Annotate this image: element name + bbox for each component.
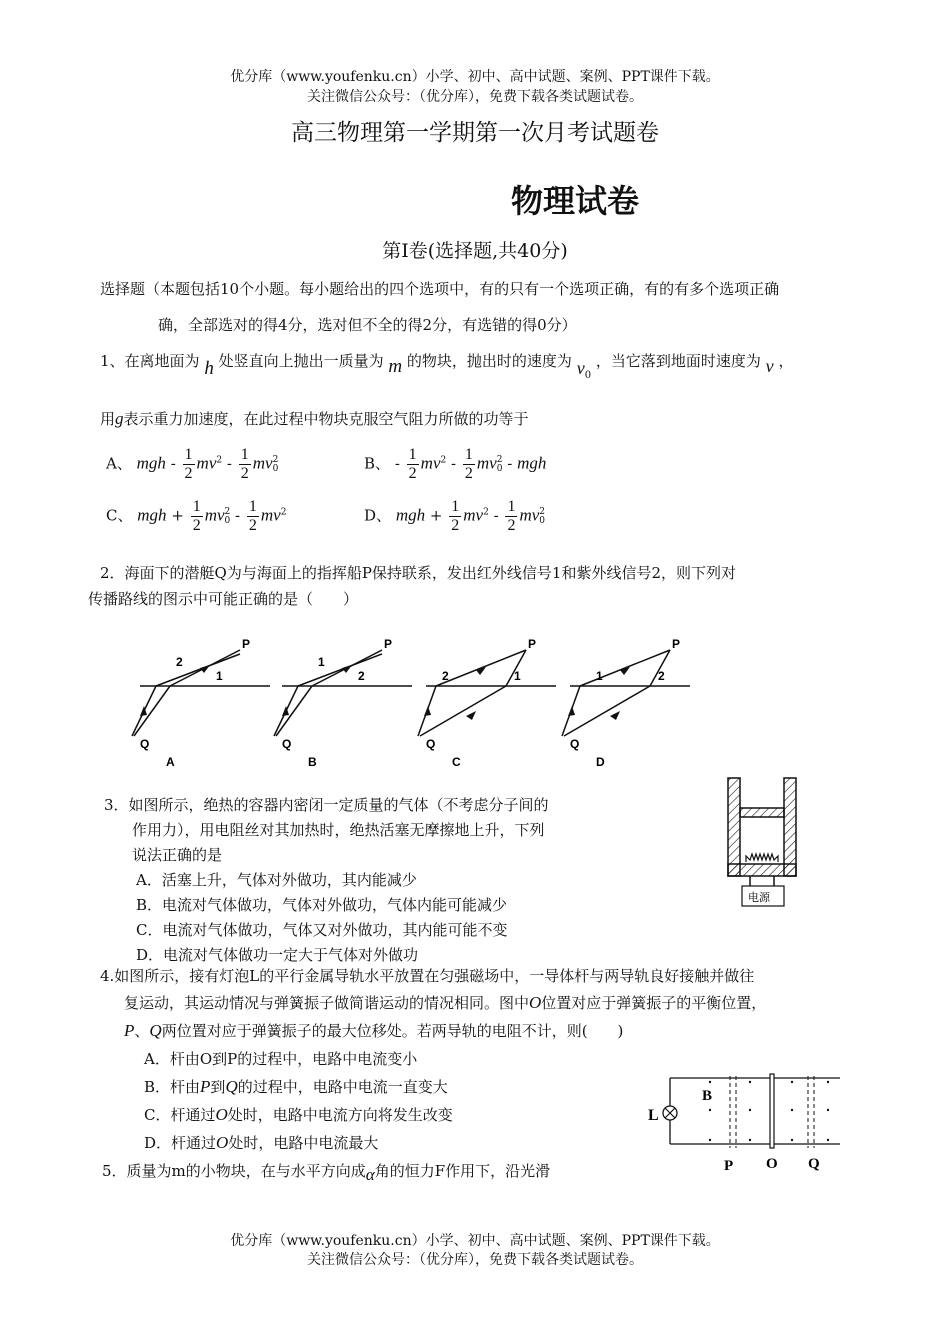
q1-stem-line-2 bbox=[100, 408, 529, 429]
q2-d-p: P bbox=[672, 637, 681, 651]
q4-b-text-2: 到 bbox=[210, 1078, 226, 1096]
header-line-2: 关注微信公众号：（优分库），免费下载各类试题试卷。 bbox=[307, 89, 643, 105]
q3-stem-line-3: 说法正确的是 bbox=[132, 846, 223, 864]
q1-text-1: 1、在离地面为 bbox=[100, 352, 200, 370]
conductor-rod[interactable] bbox=[770, 1074, 774, 1148]
q3-stem-line-2: 作用力），用电阻丝对其加热时，绝热活塞无摩擦地上升，下列 bbox=[132, 821, 545, 839]
q2-stem-line-1: 2．海面下的潜艇Q为与海面上的指挥船P保持联系，发出红外线信号1和紫外线信号2，则下列对 bbox=[100, 564, 737, 582]
footer-line-2: 关注微信公众号：（优分库），免费下载各类试题试卷。 bbox=[307, 1252, 643, 1268]
q4-d-text-1: D．杆通过 bbox=[144, 1134, 217, 1152]
q1-b-op2: - bbox=[507, 454, 513, 473]
header-line-1: 优分库（www.youfenku.cn）小学、初中、高中试题、案例、PPT课件下载。 bbox=[230, 69, 720, 85]
section-heading: 第Ⅰ卷(选择题,共40分) bbox=[382, 240, 568, 262]
q4-text-2b: 位置对应于弹簧振子的平衡位置， bbox=[541, 994, 767, 1012]
q2-diagrams bbox=[120, 630, 690, 775]
q2-b-q: Q bbox=[282, 737, 292, 751]
q1-c-mv: mv bbox=[260, 505, 281, 525]
q1-a-mv0: mv bbox=[252, 453, 273, 473]
position-q-label: Q bbox=[808, 1156, 820, 1172]
q4-b-p: P bbox=[200, 1077, 211, 1096]
q2-c-q: Q bbox=[426, 737, 436, 751]
q3-container-diagram bbox=[724, 776, 804, 912]
q4-text-2: 复运动，其运动情况与弹簧振子做简谐运动的情况相同。图中 bbox=[124, 994, 530, 1012]
q2-a-p: P bbox=[242, 637, 251, 651]
q1-h: h bbox=[204, 358, 214, 379]
q3-stem-line-1: 3．如图所示，绝热的容器内密闭一定质量的气体（不考虑分子间的 bbox=[104, 796, 549, 814]
q5-alpha: α bbox=[365, 1165, 375, 1184]
q2-figure-a[interactable] bbox=[132, 637, 270, 769]
q1-c-mv0: mv bbox=[204, 505, 225, 525]
position-p-label: P bbox=[724, 1158, 734, 1174]
q1-text-2: 处竖直向上抛出一质量为 bbox=[218, 352, 384, 370]
q1-option-c[interactable]: C、 mgh + $\frac{1}{2}$ mv 2 0 - $\frac{1}{2}$ $mv^2$ bbox=[106, 498, 287, 534]
q1-text-4: ，当它落到地面时速度为 bbox=[595, 352, 761, 370]
q2-a-label: A bbox=[166, 755, 175, 769]
q4-d-text-2: 处时，电路中电流最大 bbox=[228, 1134, 379, 1152]
q1-option-a[interactable]: A、 mgh - $\frac{1}{2}$ $mv^2$ - $\frac{1}{2}$ mv 2 0 bbox=[106, 446, 279, 482]
q2-d-lower: 2 bbox=[658, 669, 665, 683]
q3-option-d[interactable]: D．电流对气体做功一定大于气体对外做功 bbox=[136, 946, 419, 964]
q4-sep: 、 bbox=[134, 1022, 150, 1040]
q1-a-op1: - bbox=[170, 454, 176, 473]
q4-stem-line-2 bbox=[124, 992, 766, 1013]
q1-d-frac2: $\frac{1}{2}$ bbox=[507, 498, 516, 534]
q2-a-q: Q bbox=[140, 737, 150, 751]
q1-v0: v bbox=[576, 358, 585, 378]
q1-d-mv: mv bbox=[463, 505, 484, 525]
q2-b-label: B bbox=[308, 755, 317, 769]
position-o-label: O bbox=[766, 1156, 778, 1172]
q2-stem-line-2: 传播路线的图示中可能正确的是（ ） bbox=[88, 590, 359, 608]
q2-figure-b[interactable] bbox=[274, 637, 412, 769]
q3-option-b[interactable]: B．电流对气体做功，气体对外做功，气体内能可能减少 bbox=[136, 896, 508, 914]
q1-g: g bbox=[115, 409, 124, 428]
q1-c-mgh: mgh bbox=[137, 505, 167, 525]
q1-b-op1: - bbox=[451, 454, 457, 473]
q1-b-frac1: $\frac{1}{2}$ bbox=[408, 446, 417, 482]
q1-b-op0: - bbox=[394, 454, 400, 473]
q3-option-a[interactable]: A．活塞上升，气体对外做功，其内能减少 bbox=[136, 871, 417, 889]
q4-text-3: 两位置对应于弹簧振子的最大位移处。若两导轨的电阻不计，则( ) bbox=[161, 1022, 624, 1040]
q4-c-o: O bbox=[215, 1105, 228, 1124]
q1-a-mv: mv bbox=[196, 453, 217, 473]
q1-d-op2: - bbox=[493, 506, 499, 525]
q1-text-6: 用 bbox=[100, 410, 116, 428]
q2-b-upper: 1 bbox=[318, 655, 325, 669]
q2-b-p: P bbox=[384, 637, 393, 651]
q1-v0-sub: 0 bbox=[584, 370, 592, 381]
q1-option-b-label: B、 bbox=[364, 454, 391, 473]
q5-text-2: 角的恒力F作用下，沿光滑 bbox=[374, 1162, 551, 1180]
q4-option-b[interactable] bbox=[144, 1076, 448, 1097]
q1-a-op2: - bbox=[226, 454, 232, 473]
q2-c-lower: 1 bbox=[514, 669, 521, 683]
q4-o: O bbox=[529, 993, 542, 1012]
q1-c-frac2: $\frac{1}{2}$ bbox=[248, 498, 257, 534]
q1-option-a-label: A、 bbox=[106, 454, 132, 473]
field-label: B bbox=[702, 1088, 713, 1104]
q2-c-upper: 2 bbox=[442, 669, 449, 683]
power-supply-label: 电源 bbox=[748, 891, 770, 904]
q1-d-frac1: $\frac{1}{2}$ bbox=[451, 498, 460, 534]
q1-text-5: ， bbox=[778, 352, 794, 370]
q4-b-text-3: 的过程中，电路中电流一直变大 bbox=[237, 1078, 448, 1096]
intro-line-2: 确，全部选对的得4分，选对但不全的得2分，有选错的得0分） bbox=[158, 316, 577, 334]
q1-b-frac2: $\frac{1}{2}$ bbox=[464, 446, 473, 482]
q3-option-c[interactable]: C．电流对气体做功，气体又对外做功，其内能可能不变 bbox=[136, 921, 508, 939]
q4-option-a[interactable]: A．杆由O到P的过程中，电路中电流变小 bbox=[144, 1050, 418, 1068]
q2-a-lower: 1 bbox=[216, 669, 223, 683]
q1-c-op1: + bbox=[171, 506, 184, 525]
q2-c-label: C bbox=[452, 755, 461, 769]
q5-text-1: 5．质量为m的小物块，在与水平方向成 bbox=[102, 1162, 366, 1180]
q5-stem-line-1 bbox=[102, 1160, 551, 1184]
q1-option-b[interactable]: B、 - $\frac{1}{2}$ $mv^2$ - $\frac{1}{2}$ mv 2 0 - mgh bbox=[364, 446, 547, 482]
exam-title: 高三物理第一学期第一次月考试题卷 bbox=[291, 120, 659, 146]
q1-a-frac1: $\frac{1}{2}$ bbox=[184, 446, 193, 482]
q1-d-mv0: mv bbox=[519, 505, 540, 525]
q4-c-text-2: 处时，电路中电流方向将发生改变 bbox=[227, 1106, 453, 1124]
q2-d-label: D bbox=[596, 755, 605, 769]
q1-b-mv0: mv bbox=[476, 453, 497, 473]
lamp-label: L bbox=[648, 1107, 659, 1124]
q1-a-frac2: $\frac{1}{2}$ bbox=[240, 446, 249, 482]
q4-stem-line-1: 4.如图所示，接有灯泡L的平行金属导轨水平放置在匀强磁场中，一导体杆与两导轨良好接触并做往 bbox=[100, 967, 755, 985]
footer-line-1: 优分库（www.youfenku.cn）小学、初中、高中试题、案例、PPT课件下载。 bbox=[230, 1233, 720, 1249]
q1-option-c-label: C、 bbox=[106, 506, 133, 525]
q1-c-frac1: $\frac{1}{2}$ bbox=[192, 498, 201, 534]
q1-option-d[interactable]: D、 mgh + $\frac{1}{2}$ $mv^2$ - $\frac{1}{2}$ mv 2 0 bbox=[364, 498, 545, 534]
q1-v: v bbox=[765, 356, 774, 376]
q4-c-text-1: C．杆通过 bbox=[144, 1106, 216, 1124]
q1-text-7: 表示重力加速度，在此过程中物块克服空气阻力所做的功等于 bbox=[123, 410, 529, 428]
q4-option-d[interactable] bbox=[144, 1132, 378, 1153]
q1-d-mgh: mgh bbox=[395, 505, 426, 525]
q1-a-mgh: mgh bbox=[136, 453, 166, 473]
q2-d-q: Q bbox=[570, 737, 580, 751]
q2-a-upper: 2 bbox=[176, 655, 183, 669]
q2-figure-c[interactable] bbox=[418, 637, 556, 769]
q2-d-upper: 1 bbox=[596, 669, 603, 683]
q1-b-mv: mv bbox=[420, 453, 441, 473]
intro-line-1: 选择题（本题包括10个小题。每小题给出的四个选项中，有的只有一个选项正确，有的有多个选项正确 bbox=[100, 280, 780, 298]
q4-rail-diagram bbox=[644, 1070, 844, 1176]
q1-m: m bbox=[388, 356, 403, 377]
q4-b-q: Q bbox=[225, 1077, 238, 1096]
q4-b-text-1: B．杆由 bbox=[144, 1078, 201, 1096]
q4-d-o: O bbox=[216, 1133, 229, 1152]
q4-stem-line-3 bbox=[124, 1020, 623, 1041]
q4-p: P bbox=[124, 1021, 135, 1040]
q1-b-mgh: mgh bbox=[517, 453, 547, 473]
q1-stem-line-1 bbox=[100, 350, 794, 381]
q4-option-c[interactable] bbox=[144, 1104, 453, 1125]
q2-c-p: P bbox=[528, 637, 537, 651]
q4-q: Q bbox=[149, 1021, 162, 1040]
q1-option-d-label: D、 bbox=[364, 506, 392, 525]
paper-subtitle: 物理试卷 bbox=[511, 182, 640, 220]
q2-figure-d[interactable] bbox=[562, 637, 690, 769]
q2-b-lower: 2 bbox=[358, 669, 365, 683]
q1-d-op1: + bbox=[429, 506, 443, 525]
q1-text-3: 的物块，抛出时的速度为 bbox=[406, 352, 572, 370]
q1-c-op2: - bbox=[235, 506, 241, 525]
